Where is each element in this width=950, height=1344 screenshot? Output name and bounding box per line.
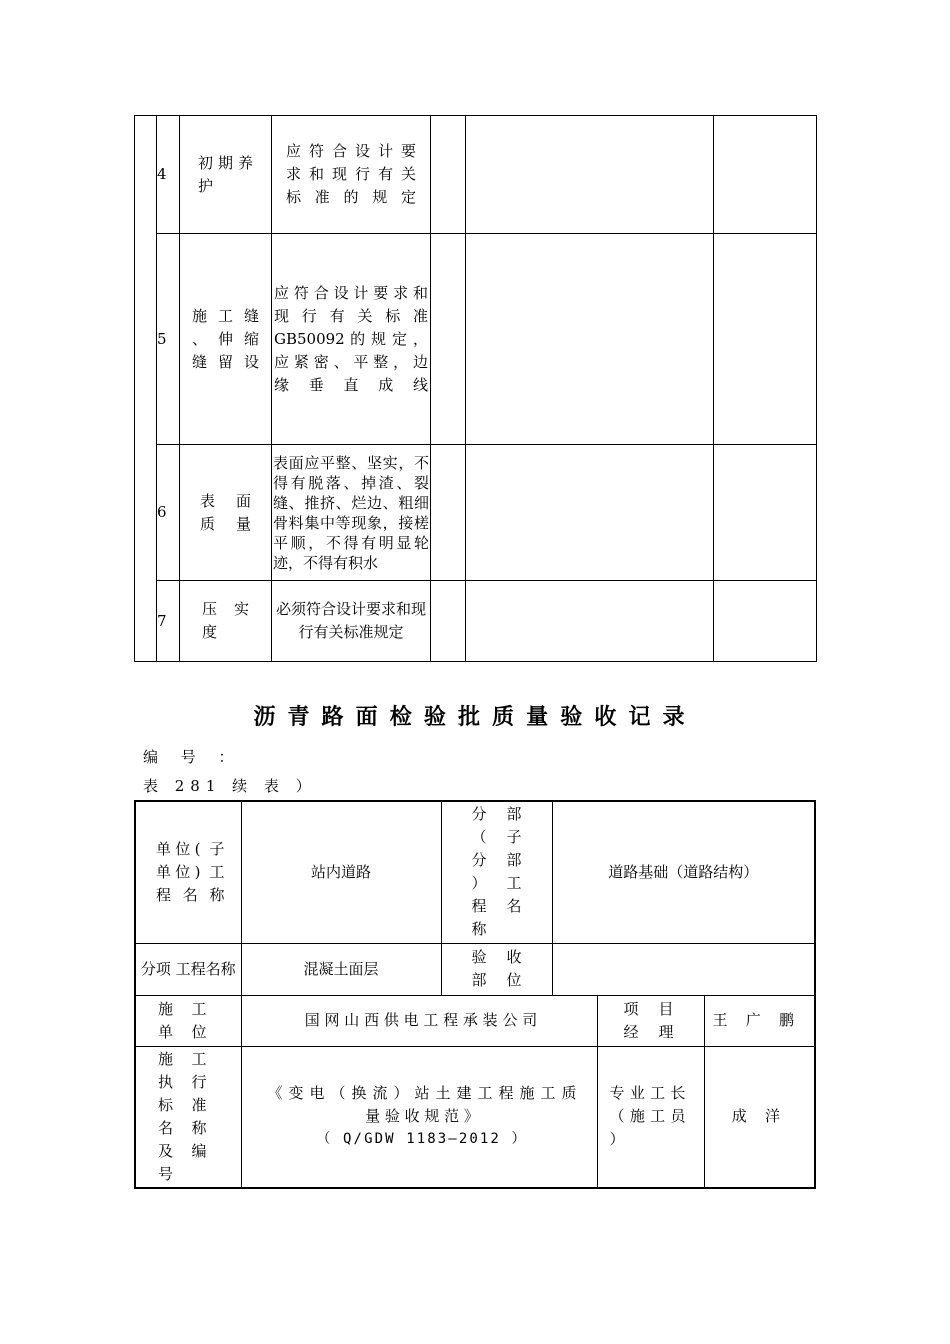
contractor-value: 国 网 山 西 供 电 工 程 承 装 公 司	[241, 995, 597, 1046]
division-label: 分 部 （ 子 分 部 ） 工 程 名 称	[441, 801, 552, 943]
table-row	[135, 234, 817, 445]
row-number: 5	[157, 234, 180, 445]
check-cell	[431, 445, 466, 581]
check-cell	[431, 581, 466, 662]
table-reference: 表 281 续 表 ）	[143, 777, 317, 795]
contractor-label: 施 工 单 位	[135, 995, 241, 1046]
result-cell	[466, 234, 714, 445]
row-number: 7	[157, 581, 180, 662]
subitem-value: 混凝土面层	[241, 943, 441, 995]
inspection-items-table	[134, 115, 817, 662]
result-cell	[466, 445, 714, 581]
item-name: 初 期 养 护	[180, 116, 272, 234]
division-value: 道路基础（道路结构）	[552, 801, 815, 943]
remark-cell	[714, 581, 817, 662]
remark-cell	[714, 116, 817, 234]
remark-cell	[714, 445, 817, 581]
group-cell	[135, 116, 157, 662]
check-cell	[431, 116, 466, 234]
table-row	[135, 801, 815, 943]
pm-value: 王 广 鹏	[704, 995, 815, 1046]
inspection-label: 验 收 部 位	[441, 943, 552, 995]
result-cell	[466, 116, 714, 234]
item-requirement: 必须符合设计要求和现行有关标准规定	[272, 581, 431, 662]
item-requirement: 应 符 合 设 计 要 求 和 现 行 有 关 标 准 GB50092 的 规 定 ， 应 紧 密 、 平 整 ， 边 缘 垂 直 成 线	[272, 234, 431, 445]
table-row	[135, 943, 815, 995]
remark-cell	[714, 234, 817, 445]
page-title: 沥青路面检验批质量验收记录	[253, 704, 697, 730]
foreman-value: 成 洋	[704, 1046, 815, 1188]
table-row	[135, 995, 815, 1046]
result-cell	[466, 581, 714, 662]
record-number: 编 号 ：	[143, 748, 243, 766]
header-form-table	[134, 800, 816, 1189]
standard-label: 施 工 执 行 标 准 名 称 及 编 号	[135, 1046, 241, 1188]
unit-label: 单位( 子 单位) 工程名称	[135, 801, 241, 943]
foreman-label: 专 业 工 长 （ 施 工 员 ）	[597, 1046, 704, 1188]
unit-value: 站内道路	[241, 801, 441, 943]
item-requirement: 表面应平整、坚实，不得有脱落、掉渣、裂缝、推挤、烂边、粗细骨料集中等现象，接槎平顺，不得有明显轮迹，不得有积水	[272, 445, 431, 581]
row-number: 6	[157, 445, 180, 581]
table-row	[135, 581, 817, 662]
standard-value: 《 变 电 （ 换 流 ） 站 土 建 工 程 施 工 质 量 验 收 规 范 》 （ Q/GDW 1183—2012 ）	[241, 1046, 597, 1188]
item-name: 压 实 度	[180, 581, 272, 662]
row-number: 4	[157, 116, 180, 234]
subitem-label: 分项 工程名称	[135, 943, 241, 995]
table-row	[135, 1046, 815, 1188]
table-row	[135, 445, 817, 581]
inspection-value	[552, 943, 815, 995]
item-name: 表 面 质 量	[180, 445, 272, 581]
item-name: 施 工 缝 、 伸 缩 缝 留 设	[180, 234, 272, 445]
pm-label: 项 目 经 理	[597, 995, 704, 1046]
table-row	[135, 116, 817, 234]
check-cell	[431, 234, 466, 445]
item-requirement: 应 符 合 设 计 要 求 和 现 行 有 关 标 准 的 规 定	[272, 116, 431, 234]
